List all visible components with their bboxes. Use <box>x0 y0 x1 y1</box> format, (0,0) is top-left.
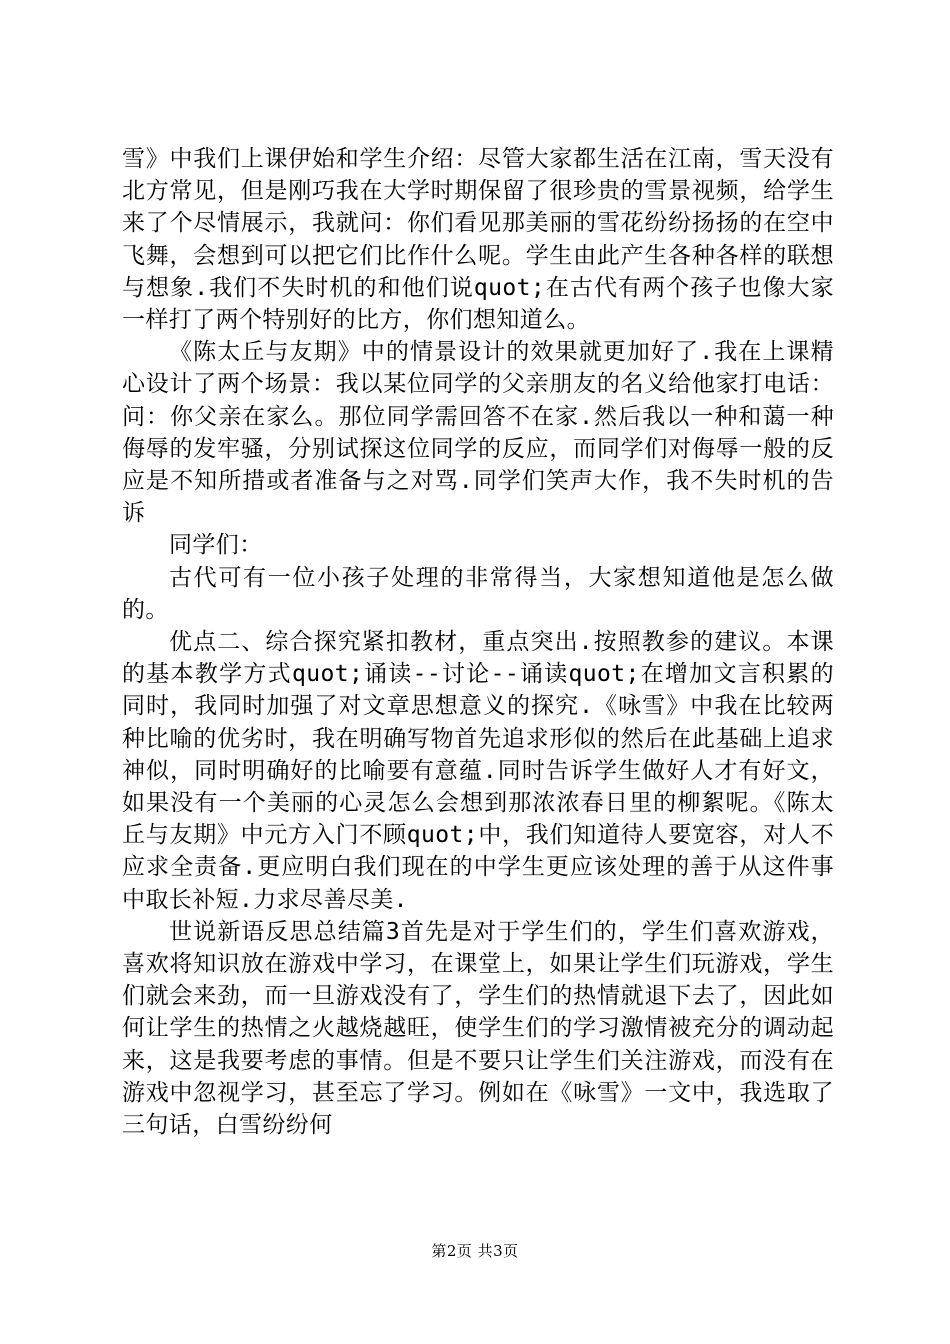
paragraph: 《陈太丘与友期》中的情景设计的效果就更加好了.我在上课精心设计了两个场景：我以某位同学的父亲朋友的名义给他家打电话：问：你父亲在家么。那位同学需回答不在家.然后我以一种和蔼一种侮辱的发牢骚，分别试探这位同学的反应，而同学们对侮辱一般的反应是不知所措或者准备与之对骂.同学们笑声大作，我不失时机的告诉 <box>122 339 834 527</box>
document-body <box>122 143 834 1141</box>
page-number-footer: 第2页 共3页 <box>431 1242 519 1260</box>
paragraph: 雪》中我们上课伊始和学生介绍：尽管大家都生活在江南，雪天没有北方常见，但是刚巧我在大学时期保留了很珍贵的雪景视频，给学生来了个尽情展示，我就问：你们看见那美丽的雪花纷纷扬扬的在空中飞舞，会想到可以把它们比作什么呢。学生由此产生各种各样的联想与想象.我们不失时机的和他们说quot;在古代有两个孩子也像大家一样打了两个特别好的比方，你们想知道么。 <box>122 146 834 334</box>
paragraph: 古代可有一位小孩子处理的非常得当，大家想知道他是怎么做的。 <box>122 564 834 623</box>
paragraph: 世说新语反思总结篇3首先是对于学生们的，学生们喜欢游戏，喜欢将知识放在游戏中学习，在课堂上，如果让学生们玩游戏，学生们就会来劲，而一旦游戏没有了，学生们的热情就退下去了，因此如何让学生的热情之火越烧越旺，使学生们的学习激情被充分的调动起来，这是我要考虑的事情。但是不要只让学生们关注游戏，而没有在游戏中忽视学习，甚至忘了学习。例如在《咏雪》一文中，我选取了三句话，白雪纷纷何 <box>122 918 834 1139</box>
paragraph: 同学们： <box>169 532 263 559</box>
paragraph: 优点二、综合探究紧扣教材，重点突出.按照教参的建议。本课的基本教学方式quot;诵读--讨论--诵读quot;在增加文言积累的同时，我同时加强了对文章思想意义的探究.《咏雪》中我在比较两种比喻的优劣时，我在明确写物首先追求形似的然后在此基础上追求神似，同时明确好的比喻要有意蕴.同时告诉学生做好人才有好文，如果没有一个美丽的心灵怎么会想到那浓浓春日里的柳絮呢。《陈太丘与友期》中元方入门不顾quot;中，我们知道待人要宽容，对人不应求全责备.更应明白我们现在的中学生更应该处理的善于从这件事中取长补短.力求尽善尽美. <box>122 629 834 913</box>
